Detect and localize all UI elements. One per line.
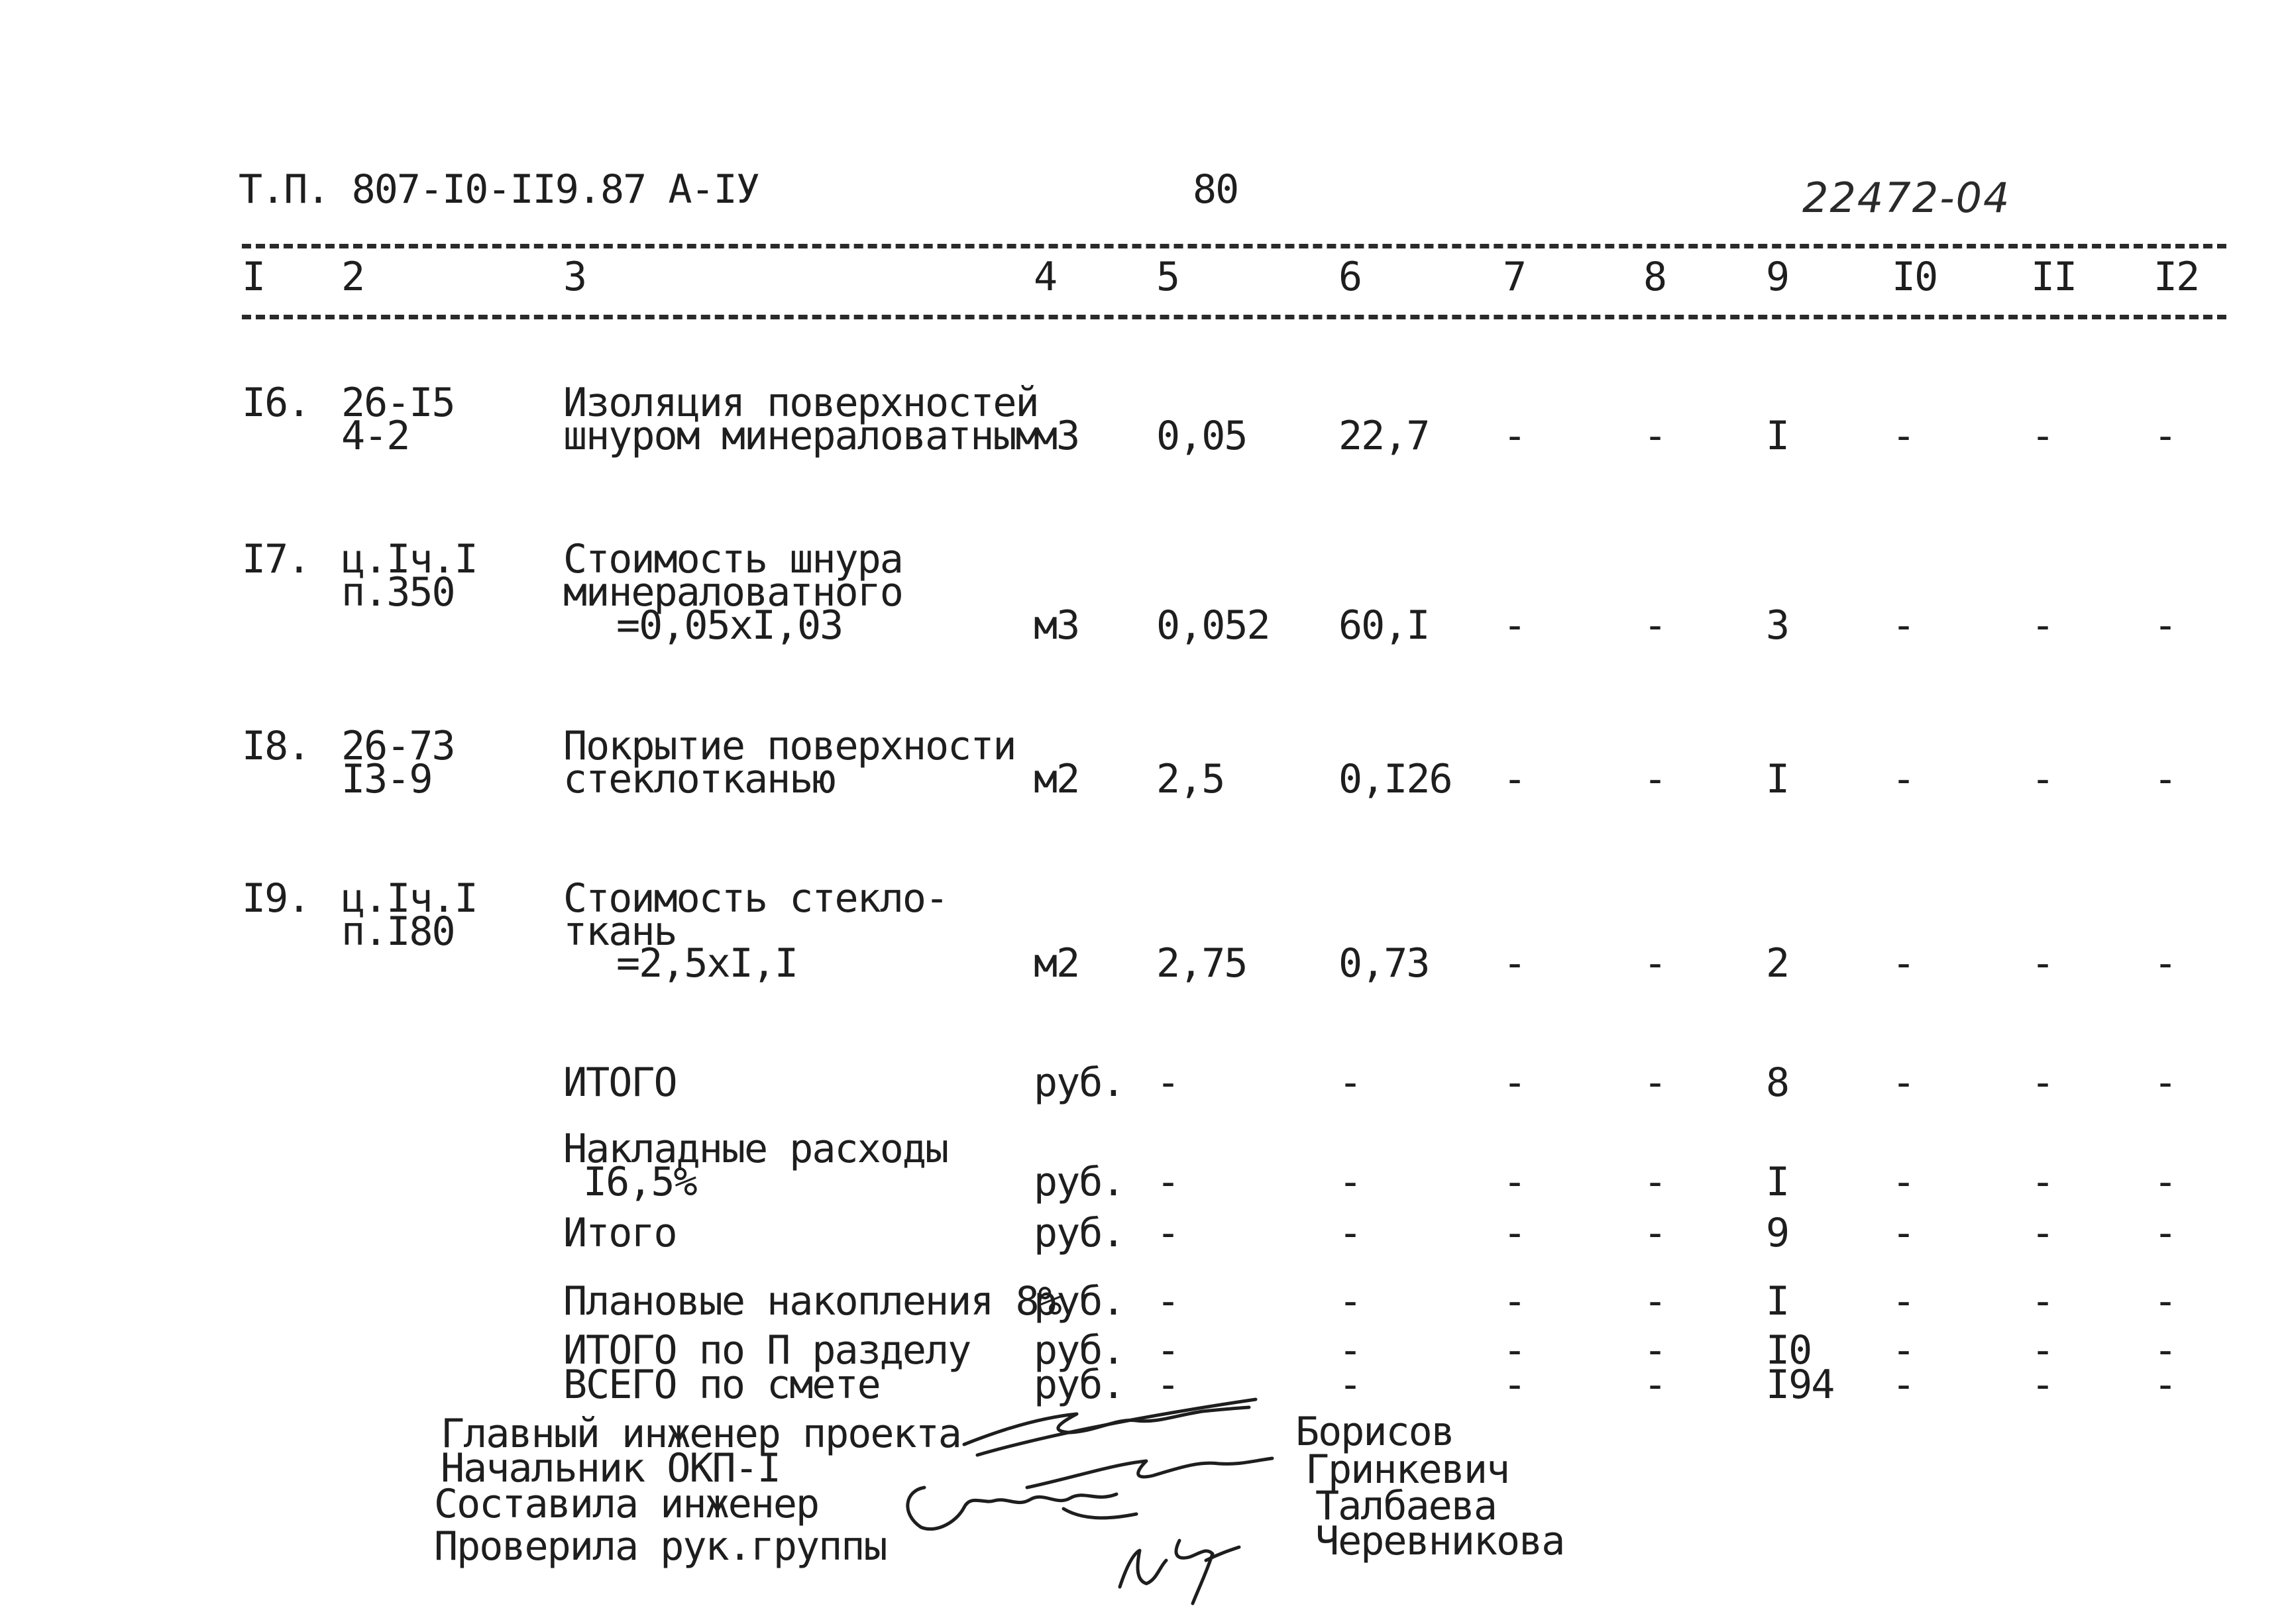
col8-cell: -	[1643, 756, 1666, 802]
col-number: 2	[341, 254, 364, 300]
col7-cell: -	[1503, 1210, 1526, 1256]
col11-cell: -	[2031, 1059, 2054, 1106]
item-description: стеклотканью	[563, 756, 835, 802]
col12-cell: -	[2153, 413, 2177, 459]
total-cost-cell: I	[1766, 1159, 1789, 1205]
unit-cell: руб.	[1034, 1278, 1124, 1325]
col8-cell: -	[1643, 1362, 1666, 1408]
rate-code: 26-I5	[341, 380, 455, 426]
unit-price-cell: -	[1338, 1210, 1362, 1256]
col12-cell: -	[2153, 602, 2177, 649]
col12-cell: -	[2153, 1059, 2177, 1106]
col11-cell: -	[2031, 1278, 2054, 1325]
unit-price-cell: -	[1338, 1159, 1362, 1205]
item-description: Изоляция поверхностей	[563, 380, 1038, 426]
rate-code: п.I80	[341, 908, 455, 955]
quantity-cell: -	[1156, 1327, 1179, 1374]
unit-price-cell: -	[1338, 1059, 1362, 1106]
col7-cell: -	[1503, 413, 1526, 459]
col11-cell: -	[2031, 1210, 2054, 1256]
col7-cell: -	[1503, 1159, 1526, 1205]
item-description: минераловатного	[563, 569, 902, 616]
col-number: I2	[2153, 254, 2199, 300]
item-description: Покрытие поверхности	[563, 723, 1016, 769]
rate-code: 26-73	[341, 723, 455, 769]
total-cost-cell: I94	[1766, 1362, 1834, 1408]
col10-cell: -	[1892, 602, 1915, 649]
quantity-cell: 0,05	[1156, 413, 1247, 459]
col12-cell: -	[2153, 756, 2177, 802]
col8-cell: -	[1643, 940, 1666, 987]
total-cost-cell: 9	[1766, 1210, 1789, 1256]
quantity-cell: -	[1156, 1362, 1179, 1408]
rate-code: I3-9	[341, 756, 432, 802]
item-description: шнуром минераловатным	[563, 413, 1038, 459]
col8-cell: -	[1643, 1327, 1666, 1374]
quantity-cell: -	[1156, 1278, 1179, 1325]
summary-label: Плановые накопления 8%	[563, 1278, 1061, 1325]
item-description: Стоимость стекло-	[563, 875, 948, 922]
col11-cell: -	[2031, 1327, 2054, 1374]
unit-cell: м3	[1034, 602, 1079, 649]
row-number: I6.	[242, 380, 310, 426]
signer-role: Главный инженер проекта	[441, 1411, 961, 1457]
signer-name: Гринкевич	[1305, 1446, 1509, 1493]
col10-cell: -	[1892, 413, 1915, 459]
summary-label: I6,5%	[583, 1159, 696, 1205]
col7-cell: -	[1503, 1362, 1526, 1408]
col8-cell: -	[1643, 602, 1666, 649]
summary-label: ИТОГО по П разделу	[563, 1327, 971, 1374]
col10-cell: -	[1892, 1278, 1915, 1325]
unit-price-cell: 0,73	[1338, 940, 1429, 987]
rate-code: 4-2	[341, 413, 409, 459]
quantity-cell: 2,75	[1156, 940, 1247, 987]
total-cost-cell: I	[1766, 756, 1789, 802]
col8-cell: -	[1643, 1210, 1666, 1256]
col8-cell: -	[1643, 1059, 1666, 1106]
col10-cell: -	[1892, 1210, 1915, 1256]
quantity-cell: -	[1156, 1059, 1179, 1106]
unit-cell: руб.	[1034, 1059, 1124, 1106]
item-formula: =0,05хI,03	[616, 602, 843, 649]
col-number: I	[242, 254, 265, 300]
total-cost-cell: 2	[1766, 940, 1789, 987]
col-number: I0	[1892, 254, 1937, 300]
col-number: 7	[1503, 254, 1526, 300]
col11-cell: -	[2031, 1362, 2054, 1408]
col12-cell: -	[2153, 1362, 2177, 1408]
unit-cell: м3	[1034, 413, 1079, 459]
total-cost-cell: I	[1766, 413, 1789, 459]
quantity-cell: 2,5	[1156, 756, 1225, 802]
row-number: I7.	[242, 536, 310, 582]
signer-role: Составила инженер	[434, 1481, 819, 1527]
total-cost-cell: I	[1766, 1278, 1789, 1325]
col7-cell: -	[1503, 602, 1526, 649]
col8-cell: -	[1643, 413, 1666, 459]
col10-cell: -	[1892, 1059, 1915, 1106]
col-number: 6	[1338, 254, 1362, 300]
document-code: Т.П. 807-I0-II9.87 А-IУ	[239, 166, 759, 213]
item-description: Стоимость шнура	[563, 536, 902, 582]
col11-cell: -	[2031, 1159, 2054, 1205]
summary-label: Итого	[563, 1210, 677, 1256]
handwritten-archive-number: 22472-04	[1802, 174, 2011, 222]
col7-cell: -	[1503, 756, 1526, 802]
page-number: 80	[1193, 166, 1238, 213]
signer-name: Борисов	[1295, 1409, 1454, 1455]
quantity-cell: -	[1156, 1210, 1179, 1256]
total-cost-cell: I0	[1766, 1327, 1812, 1374]
col-number: 5	[1156, 254, 1179, 300]
unit-cell: м2	[1034, 940, 1079, 987]
unit-cell: руб.	[1034, 1362, 1124, 1408]
col7-cell: -	[1503, 1278, 1526, 1325]
rate-code: ц.Iч.I	[341, 536, 477, 582]
signer-role: Начальник ОКП-I	[441, 1445, 780, 1491]
rate-code: п.350	[341, 569, 455, 616]
col12-cell: -	[2153, 1159, 2177, 1205]
signer-name: Талбаева	[1315, 1483, 1496, 1529]
signature-group-lead	[1107, 1514, 1252, 1613]
col8-cell: -	[1643, 1159, 1666, 1205]
unit-price-cell: 0,I26	[1338, 756, 1452, 802]
signer-role: Проверила рук.группы	[434, 1523, 887, 1570]
col10-cell: -	[1892, 1327, 1915, 1374]
col-number: 4	[1034, 254, 1057, 300]
col7-cell: -	[1503, 1327, 1526, 1374]
header-rule-top	[242, 244, 2226, 248]
row-number: I9.	[242, 875, 310, 922]
unit-price-cell: -	[1338, 1362, 1362, 1408]
unit-price-cell: -	[1338, 1278, 1362, 1325]
col10-cell: -	[1892, 940, 1915, 987]
col12-cell: -	[2153, 1327, 2177, 1374]
col12-cell: -	[2153, 940, 2177, 987]
col-number: 9	[1766, 254, 1789, 300]
col11-cell: -	[2031, 413, 2054, 459]
total-cost-cell: 8	[1766, 1059, 1789, 1106]
quantity-cell: 0,052	[1156, 602, 1270, 649]
unit-price-cell: 60,I	[1338, 602, 1429, 649]
unit-cell: м2	[1034, 756, 1079, 802]
col-number: 8	[1643, 254, 1666, 300]
col7-cell: -	[1503, 1059, 1526, 1106]
signer-name: Черевникова	[1315, 1518, 1564, 1564]
summary-label: ИТОГО	[563, 1059, 677, 1106]
item-description: ткань	[563, 908, 677, 955]
unit-cell: руб.	[1034, 1327, 1124, 1374]
summary-label: Накладные расходы	[563, 1126, 948, 1172]
col10-cell: -	[1892, 1362, 1915, 1408]
col12-cell: -	[2153, 1278, 2177, 1325]
unit-cell: руб.	[1034, 1210, 1124, 1256]
quantity-cell: -	[1156, 1159, 1179, 1205]
summary-label: ВСЕГО по смете	[563, 1362, 880, 1408]
col11-cell: -	[2031, 602, 2054, 649]
row-number: I8.	[242, 723, 310, 769]
rate-code: ц.Iч.I	[341, 875, 477, 922]
unit-price-cell: 22,7	[1338, 413, 1429, 459]
col10-cell: -	[1892, 1159, 1915, 1205]
total-cost-cell: 3	[1766, 602, 1789, 649]
unit-cell: руб.	[1034, 1159, 1124, 1205]
col11-cell: -	[2031, 940, 2054, 987]
col-number: 3	[563, 254, 586, 300]
col8-cell: -	[1643, 1278, 1666, 1325]
col11-cell: -	[2031, 756, 2054, 802]
col-number: II	[2031, 254, 2077, 300]
item-formula: =2,5хI,I	[616, 940, 797, 987]
header-rule-bottom	[242, 315, 2226, 319]
unit-price-cell: -	[1338, 1327, 1362, 1374]
col7-cell: -	[1503, 940, 1526, 987]
col10-cell: -	[1892, 756, 1915, 802]
col12-cell: -	[2153, 1210, 2177, 1256]
